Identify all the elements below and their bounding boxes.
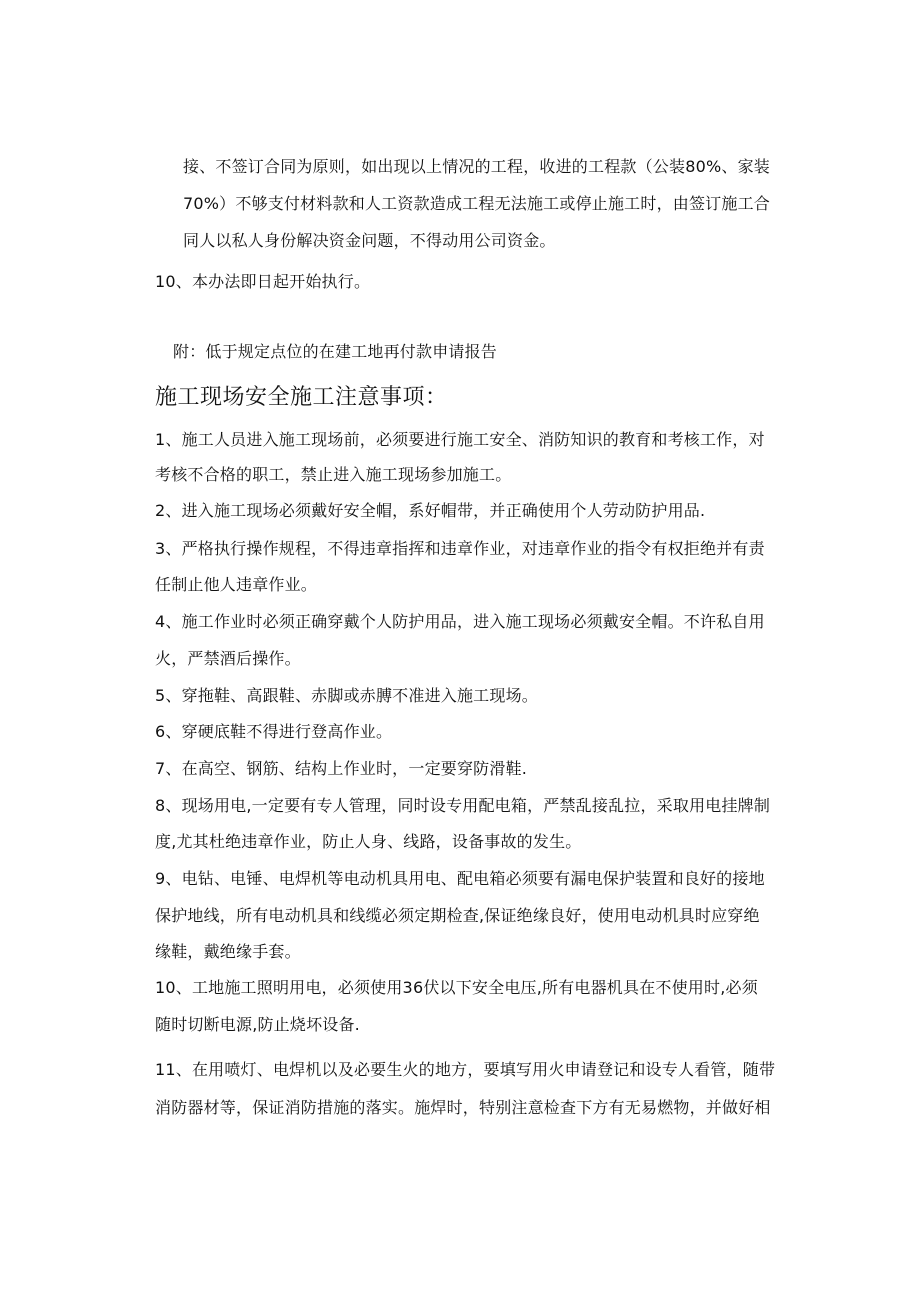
continuation-line-2: 70%）不够支付材料款和人工资款造成工程无法施工或停止施工时，由签订施工合 [183, 194, 770, 213]
section-title: 施工现场安全施工注意事项： [155, 385, 448, 410]
rule-line: 7、在高空、钢筋、结构上作业时，一定要穿防滑鞋. [155, 759, 528, 778]
item-10-clause: 10、本办法即日起开始执行。 [155, 272, 371, 291]
rule-line: 3、严格执行操作规程，不得违章指挥和违章作业，对违章作业的指令有权拒绝并有责 [155, 539, 765, 558]
rule-line: 任制止他人违章作业。 [155, 575, 318, 594]
rule-line: 11、在用喷灯、电焊机以及必要生火的地方，要填写用火申请登记和设专人看管，随带 [155, 1060, 776, 1079]
rule-line: 1、施工人员进入施工现场前，必须要进行施工安全、消防知识的教育和考核工作，对 [155, 430, 765, 449]
rule-line: 10、工地施工照明用电，必须使用36伏以下安全电压,所有电器机具在不使用时,必须 [155, 978, 758, 997]
rule-line: 度,尤其杜绝违章作业，防止人身、线路，设备事故的发生。 [155, 832, 582, 851]
rule-line: 火，严禁酒后操作。 [155, 649, 301, 668]
rule-line: 缘鞋，戴绝缘手套。 [155, 942, 301, 961]
rule-line: 4、施工作业时必须正确穿戴个人防护用品，进入施工现场必须戴安全帽。不许私自用 [155, 612, 765, 631]
rule-line: 保护地线，所有电动机具和线缆必须定期检查,保证绝缘良好，使用电动机具时应穿绝 [155, 906, 760, 925]
rule-line: 8、现场用电,一定要有专人管理，同时设专用配电箱，严禁乱接乱拉，采取用电挂牌制 [155, 796, 771, 815]
rule-line: 2、进入施工现场必须戴好安全帽，系好帽带，并正确使用个人劳动防护用品. [155, 501, 706, 520]
appendix-note: 附：低于规定点位的在建工地再付款申请报告 [173, 342, 498, 361]
rule-line: 消防器材等，保证消防措施的落实。施焊时，特别注意检查下方有无易燃物，并做好相 [155, 1098, 771, 1117]
rule-line: 考核不合格的职工，禁止进入施工现场参加施工。 [155, 465, 512, 484]
rule-line: 6、穿硬底鞋不得进行登高作业。 [155, 722, 393, 741]
rule-line: 随时切断电源,防止烧坏设备. [155, 1015, 360, 1034]
continuation-line-3: 同人以私人身份解决资金问题，不得动用公司资金。 [183, 231, 556, 250]
rule-line: 9、电钻、电锤、电焊机等电动机具用电、配电箱必须要有漏电保护装置和良好的接地 [155, 869, 765, 888]
rule-line: 5、穿拖鞋、高跟鞋、赤脚或赤膊不准进入施工现场。 [155, 686, 538, 705]
continuation-line-1: 接、不签订合同为原则，如出现以上情况的工程，收进的工程款（公装80%、家装 [183, 157, 770, 176]
